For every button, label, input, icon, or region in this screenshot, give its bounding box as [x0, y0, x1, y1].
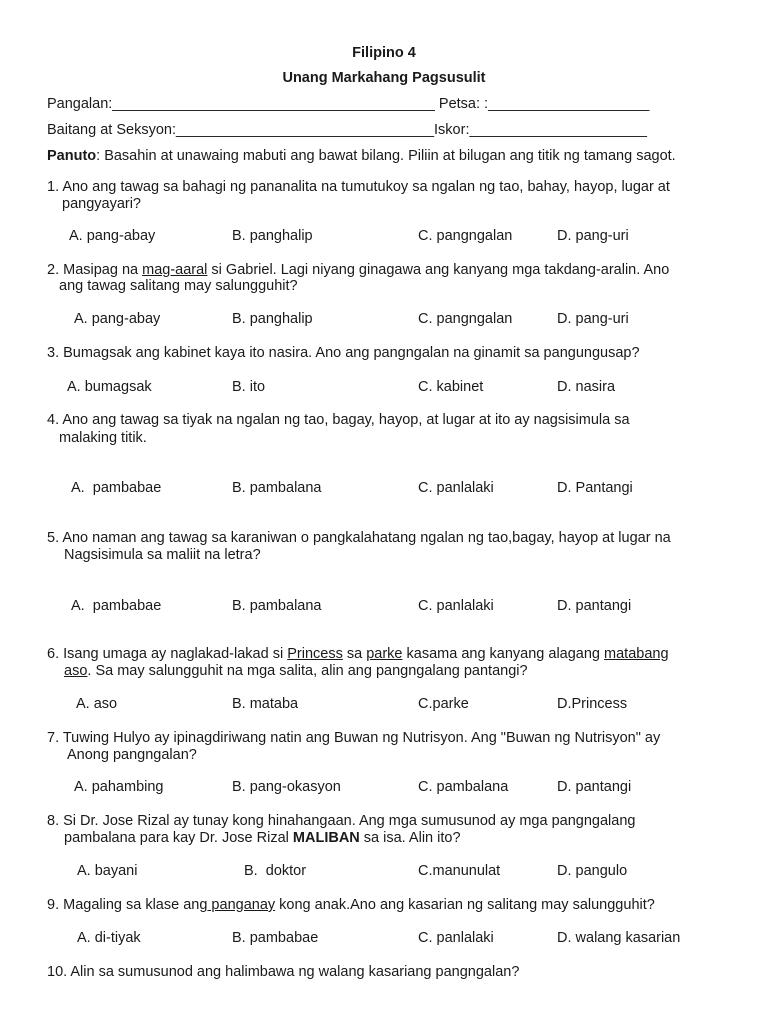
subject-title: Filipino 4 — [352, 45, 416, 61]
question-2-line-1: 2. Masipag na mag-aaral si Gabriel. Lagi niyang ginagawa ang kanyang mga takdang-aralin. Ano — [47, 262, 670, 278]
question-2-line-2: ang tawag salitang may salungguhit? — [59, 278, 298, 294]
question-3-line-1: 3. Bumagsak ang kabinet kaya ito nasira. Ano ang pangngalan na ginamit sa pangungusap? — [47, 345, 640, 361]
underlined-word: aso — [64, 663, 88, 679]
question-1-line-2: pangyayari? — [62, 196, 141, 212]
q9-choice-d[interactable]: D. walang kasarian — [557, 930, 681, 946]
q7-choice-d[interactable]: D. pantangi — [557, 779, 632, 795]
question-6-line-1: 6. Isang umaga ay naglakad-lakad si Princess sa parke kasama ang kanyang alagang matabang — [47, 646, 669, 662]
q9-choice-c[interactable]: C. panlalaki — [418, 930, 494, 946]
q7-choice-b[interactable]: B. pang-okasyon — [232, 779, 341, 795]
question-10-line-1: 10. Alin sa sumusunod ang halimbawa ng walang kasariang pangngalan? — [47, 964, 520, 980]
q9-choice-a[interactable]: A. di-tiyak — [77, 930, 141, 946]
q7-choice-a[interactable]: A. pahambing — [74, 779, 164, 795]
question-8-line-2: pambalana para kay Dr. Jose Rizal MALIBAN sa isa. Alin ito? — [64, 830, 461, 846]
q6-choice-b[interactable]: B. mataba — [232, 696, 299, 712]
instructions-label: Panuto — [47, 148, 97, 164]
q3-choice-c[interactable]: C. kabinet — [418, 379, 484, 395]
underlined-word: mag-aaral — [142, 262, 208, 278]
underlined-word: panganay — [207, 897, 276, 913]
q1-choice-d[interactable]: D. pang-uri — [557, 228, 629, 244]
question-4-line-2: malaking titik. — [59, 430, 147, 446]
question-7-line-1: 7. Tuwing Hulyo ay ipinagdiriwang natin ang Buwan ng Nutrisyon. Ang "Buwan ng Nutrisyon" ay — [47, 730, 661, 746]
q6-choice-d[interactable]: D.Princess — [557, 696, 628, 712]
q9-choice-b[interactable]: B. pambabae — [232, 930, 319, 946]
q7-choice-c[interactable]: C. pambalana — [418, 779, 509, 795]
q1-choice-b[interactable]: B. panghalip — [232, 228, 313, 244]
grade-score-field-line: Baitang at Seksyon:________________________________Iskor:______________________ — [47, 122, 647, 138]
q4-choice-a[interactable]: A. pambabae — [71, 480, 162, 496]
q4-choice-d[interactable]: D. Pantangi — [557, 480, 633, 496]
exam-title: Unang Markahang Pagsusulit — [282, 70, 486, 86]
q2-choice-a[interactable]: A. pang-abay — [74, 311, 161, 327]
q5-choice-c[interactable]: C. panlalaki — [418, 598, 494, 614]
q2-choice-d[interactable]: D. pang-uri — [557, 311, 629, 327]
underlined-word: Princess — [287, 646, 343, 662]
q8-choice-c[interactable]: C.manunulat — [418, 863, 501, 879]
instructions — [47, 147, 676, 165]
question-8-line-1: 8. Si Dr. Jose Rizal ay tunay kong hinahangaan. Ang mga sumusunod ay mga pangngalang — [47, 813, 636, 829]
q5-choice-d[interactable]: D. pantangi — [557, 598, 632, 614]
question-7-line-2: Anong pangngalan? — [67, 747, 197, 763]
q1-choice-a[interactable]: A. pang-abay — [69, 228, 156, 244]
question-9-line-1: 9. Magaling sa klase ang panganay kong anak.Ano ang kasarian ng salitang may salungguhit? — [47, 897, 655, 913]
question-5-line-2: Nagsisimula sa maliit na letra? — [64, 547, 261, 563]
underlined-word: matabang — [604, 646, 669, 662]
q2-choice-c[interactable]: C. pangngalan — [418, 311, 513, 327]
q5-choice-a[interactable]: A. pambabae — [71, 598, 162, 614]
emphasis-word: MALIBAN — [292, 830, 360, 846]
q2-choice-b[interactable]: B. panghalip — [232, 311, 313, 327]
q8-choice-a[interactable]: A. bayani — [77, 863, 138, 879]
q4-choice-b[interactable]: B. pambalana — [232, 480, 322, 496]
q6-choice-c[interactable]: C.parke — [418, 696, 469, 712]
q3-choice-b[interactable]: B. ito — [232, 379, 266, 395]
q6-choice-a[interactable]: A. aso — [76, 696, 118, 712]
underlined-word: parke — [366, 646, 403, 662]
q8-choice-b[interactable]: B. doktor — [244, 863, 307, 879]
instructions-text: : Basahin at unawaing mabuti ang bawat bilang. Piliin at bilugan ang titik ng tamang sagot. — [96, 148, 676, 164]
q1-choice-c[interactable]: C. pangngalan — [418, 228, 513, 244]
q3-choice-d[interactable]: D. nasira — [557, 379, 616, 395]
q3-choice-a[interactable]: A. bumagsak — [67, 379, 152, 395]
question-4-line-1: 4. Ano ang tawag sa tiyak na ngalan ng tao, bagay, hayop, at lugar at ito ay nagsisimula sa — [47, 412, 630, 428]
name-date-field-line: Pangalan:________________________________________ Petsa: :____________________ — [47, 96, 650, 112]
q4-choice-c[interactable]: C. panlalaki — [418, 480, 494, 496]
question-5-line-1: 5. Ano naman ang tawag sa karaniwan o pangkalahatang ngalan ng tao,bagay, hayop at lugar na — [47, 530, 671, 546]
question-1-line-1: 1. Ano ang tawag sa bahagi ng pananalita na tumutukoy sa ngalan ng tao, bahay, hayop, lugar at — [47, 179, 670, 195]
question-6-line-2: aso. Sa may salungguhit na mga salita, alin ang pangngalang pantangi? — [64, 663, 528, 679]
q8-choice-d[interactable]: D. pangulo — [557, 863, 628, 879]
q5-choice-b[interactable]: B. pambalana — [232, 598, 322, 614]
